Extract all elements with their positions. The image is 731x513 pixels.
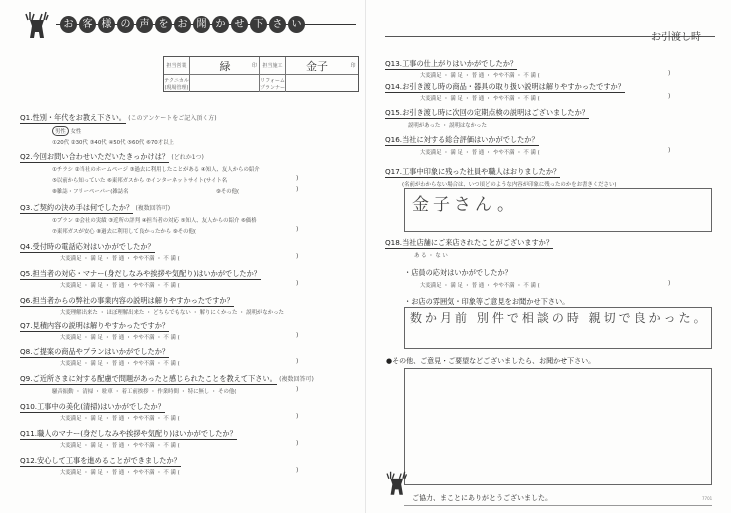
other-comments-box bbox=[404, 368, 712, 485]
q2-option-line3: ⑧雑誌・フリーペーパー(雑誌名 bbox=[52, 189, 129, 195]
staff-table bbox=[163, 56, 359, 92]
q7-scale: 大変満足 ・ 満 足 ・ 普 通 ・ やや不満 ・ 不 満 ( bbox=[60, 335, 180, 341]
page-number: 7701 bbox=[702, 496, 713, 501]
construction-seal: 印 bbox=[348, 57, 358, 75]
q12-scale: 大変満足 ・ 満 足 ・ 普 通 ・ やや不満 ・ 不 満 ( bbox=[60, 470, 180, 476]
reform-name bbox=[286, 75, 358, 92]
deer-logo-icon bbox=[18, 10, 52, 49]
q3: Q3.ご契約の決め手は何でしたか？ (複数回答可) bbox=[20, 203, 171, 212]
q16-scale: 大変満足 ・ 満 足 ・ 普 通 ・ やや不満 ・ 不 満 ( bbox=[420, 150, 540, 156]
q10: Q10.工事中の美化(清掃)はいかがでしたか？ bbox=[20, 402, 165, 411]
q2-option-line1: ①チラシ ②当社のホームページ ③過去に利用したことがある ④知人、友人からの紹介 bbox=[52, 167, 260, 173]
q1-gender: 男性 女性 bbox=[52, 126, 81, 136]
q8: Q8.ご提案の商品やプランはいかがでしたか？ bbox=[20, 347, 170, 356]
technical-name bbox=[190, 75, 260, 92]
q8-scale: 大変満足 ・ 満 足 ・ 普 通 ・ やや不満 ・ 不 満 ( bbox=[60, 361, 180, 367]
q5-scale: 大変満足 ・ 満 足 ・ 普 通 ・ やや不満 ・ 不 満 ( bbox=[60, 283, 180, 289]
q3-option-line2: ⑦東邦ガスが安心 ⑧過去に利用して良かったから ⑨その他( bbox=[52, 229, 197, 235]
q4: Q4.受付時の電話応対はいかがでしたか？ bbox=[20, 242, 155, 251]
q17-handwritten-answer: 金子さん。 bbox=[412, 195, 519, 215]
technical-label: テクニカル (現場管理) bbox=[164, 75, 190, 92]
q4-scale: 大変満足 ・ 満 足 ・ 普 通 ・ やや不満 ・ 不 満 ( bbox=[60, 256, 180, 262]
q18: Q18.当社店舗にご来店されたことがございますか？ bbox=[385, 238, 554, 247]
q2-option-line2: ⑤以前から知っていた ⑥東邦ガスから ⑦インターネットサイト(サイト名 bbox=[52, 178, 228, 184]
q14: Q14.お引き渡し時の商品・器具の取り扱い説明は解りやすかったですか？ bbox=[385, 82, 625, 91]
q11-scale: 大変満足 ・ 満 足 ・ 普 通 ・ やや不満 ・ 不 満 ( bbox=[60, 443, 180, 449]
q18-sub1-scale: 大変満足 ・ 満 足 ・ 普 通 ・ やや不満 ・ 不 満 ( bbox=[420, 283, 540, 289]
q9-options: 騒音振動 ・ 清掃 ・ 駐車 ・ 着工前挨拶 ・ 作業時間 ・ 特に無し ・ その他( bbox=[52, 389, 237, 395]
footer-line bbox=[404, 505, 712, 506]
q15-options: 説明があった ・ 説明はなかった bbox=[408, 123, 487, 129]
q16: Q16.当社に対する総合評価はいかがでしたか？ bbox=[385, 135, 539, 144]
q18-handwritten-answer: 数か月前 別件で相談の時 親切で良かった。 bbox=[410, 311, 709, 325]
construction-name: 金子 bbox=[286, 57, 348, 75]
sales-name: 緑 bbox=[190, 57, 260, 75]
sales-seal: 印 bbox=[250, 57, 260, 75]
q11: Q11.職人のマナー(身だしなみや挨拶や気配り)はいかがでしたか？ bbox=[20, 429, 237, 438]
q17-note: (名前がわからない場合は、いつ頃どのような内容が印象に残ったのかをお書きください) bbox=[402, 182, 617, 188]
footer-thanks: ご協力、まことにありがとうございました。 bbox=[412, 494, 552, 502]
q9: Q9.ご近所さまに対する配慮で問題があったと感じられたことを教えて下さい。 (複数回答可) bbox=[20, 374, 314, 383]
q17: Q17.工事中印象に残った社員や職人はおりましたか？ bbox=[385, 167, 561, 176]
fold-line bbox=[365, 0, 366, 513]
q7: Q7.見積内容の説明は解りやすかったですか？ bbox=[20, 321, 170, 330]
q13-scale: 大変満足 ・ 満 足 ・ 普 通 ・ やや不満 ・ 不 満 ( bbox=[420, 73, 540, 79]
right-page-title: お引渡し時 bbox=[651, 32, 701, 43]
q3-option-line1: ①プラン ②会社の実績 ③近所の評判 ④担当者の対応 ⑤知人、友人からの紹介 ⑥価格 bbox=[52, 218, 257, 224]
q1-ages: ①20代 ②30代 ③40代 ④50代 ⑤60代 ⑥70才以上 bbox=[52, 140, 174, 146]
construction-label: 担当施工 bbox=[260, 57, 286, 75]
reform-label: リフォーム プランナー bbox=[260, 75, 286, 92]
q6-options: 大変理解出来た ・ ほぼ理解出来た ・ どちらでもない ・ 解りにくかった ・ 説明がなかった bbox=[60, 310, 284, 316]
q10-scale: 大変満足 ・ 満 足 ・ 普 通 ・ やや不満 ・ 不 満 ( bbox=[60, 416, 180, 422]
sales-label: 担当営業 bbox=[164, 57, 190, 75]
q13: Q13.工事の仕上がりはいかがでしたか？ bbox=[385, 59, 518, 68]
q2: Q2.今回お問い合わせいただいたきっかけは？ (どれか1つ) bbox=[20, 152, 204, 161]
q18-sub1: ・店員の応対はいかがでしたか？ bbox=[404, 268, 512, 277]
q15: Q15.お引き渡し時に次回の定期点検の説明はございましたか？ bbox=[385, 108, 589, 117]
other-comments-label: ●その他、ご意見・ご要望などございましたら、お聞かせ下さい。 bbox=[386, 357, 596, 365]
q12: Q12.安心して工事を進めることができましたか？ bbox=[20, 456, 181, 465]
q2-option-other: ⑨その他( bbox=[216, 189, 240, 195]
q18-sub2: ・お店の雰囲気・印象等ご意見をお聞かせ下さい。 bbox=[404, 297, 570, 306]
q6: Q6.担当者からの弊社の事業内容の説明は解りやすかったですか？ bbox=[20, 296, 234, 305]
page-title: お 客 様 の 声 を お 聞 か せ 下 さ い bbox=[60, 16, 305, 33]
q5: Q5.担当者の対応・マナー(身だしなみや挨拶や気配り)はいかがでしたか？ bbox=[20, 269, 261, 278]
footer-deer-icon bbox=[380, 470, 410, 505]
q1: Q1.性別・年代をお教え下さい。 (このアンケートをご記入頂く方) bbox=[20, 113, 217, 122]
q18-options: あ る ・ な い bbox=[414, 253, 448, 259]
q14-scale: 大変満足 ・ 満 足 ・ 普 通 ・ やや不満 ・ 不 満 ( bbox=[420, 96, 540, 102]
